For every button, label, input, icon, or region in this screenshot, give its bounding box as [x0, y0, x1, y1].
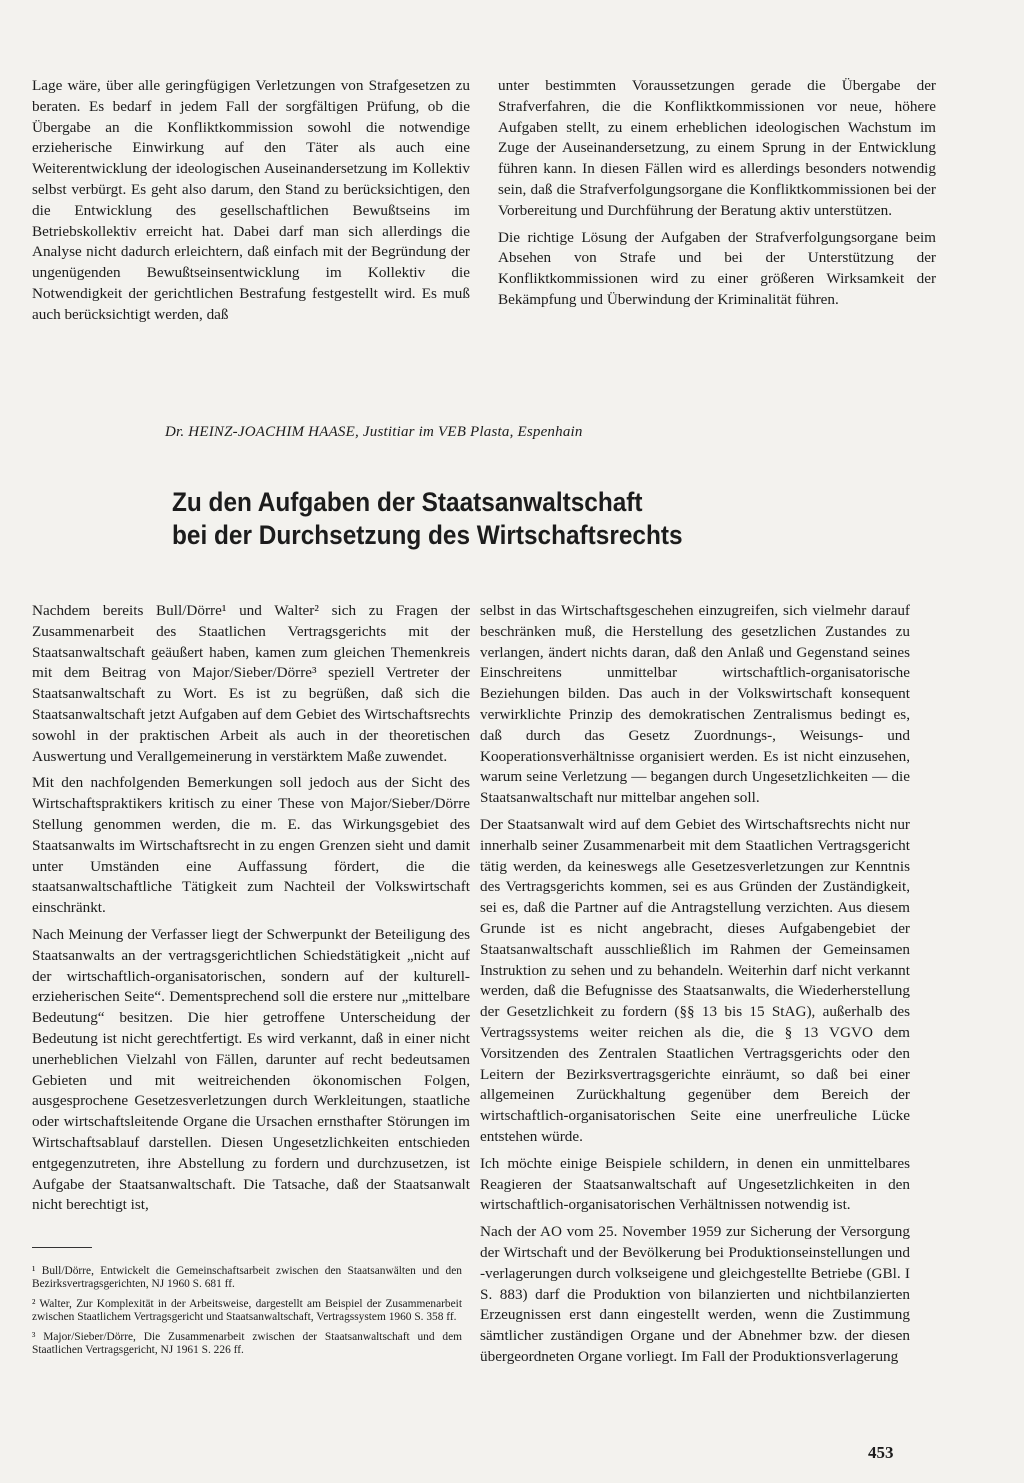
page-number: 453 [868, 1443, 894, 1462]
top-left-column [32, 76, 470, 332]
article-title-line-1: Zu den Aufgaben der Staatsanwaltschaft [172, 487, 643, 517]
footnotes [32, 1265, 462, 1363]
article-paragraph: Der Staatsanwalt wird auf dem Gebiet des Wirtschaftsrechts nicht nur innerhalb seiner Zusammenarbeit mit dem Staatlichen Vertragsgericht tätig werden, da keineswegs alle Gesetzesverletzungen zur Kenntnis des Vertragsgerichts kommen, sei es aus Gründen der Zuständigkeit, sei es, daß die Partner auf die Antragstellung verzichten. Aus diesem Grunde ist es nicht angebracht, dieses Aufgabengebiet der Staatsanwaltschaft ausschließlich im Rahmen der Gemeinsamen Instruktion zu sehen und zu behandeln. Weiterhin darf nicht verkannt werden, daß die Befugnisse des Staatsanwalts, die Wiederherstellung der Gesetzlichkeit zu fordern (§§ 13 bis 15 StAG), außerhalb des Vertragssystems weiter reichen als die, die § 13 VGVO dem Vorsitzenden des Zentralen Staatlichen Vertragsgerichts oder den Leitern der Bezirksvertragsgerichte einräumt, so daß bei einer allgemeinen Zurückhaltung gegenüber dem Bereich der wirtschaftlich-organisatorischen Seite eine unerfreuliche Lücke entstehen würde. [480, 815, 910, 1145]
top-right-column [498, 76, 936, 317]
author-byline: Dr. HEINZ-JOACHIM HAASE, Justitiar im VEB Plasta, Espenhain [165, 424, 583, 440]
article-paragraph: selbst in das Wirtschaftsgeschehen einzugreifen, sich vielmehr darauf beschränken muß, die Herstellung des gesetzlichen Zustandes zu verlangen, ändert nichts daran, daß den Anlaß und Gegenstand seines Einschreitens unmittelbar wirtschaftlich-organisatorische Beziehungen bilden. Das auch in der Volkswirtschaft konsequent verwirklichte Prinzip des demokratischen Zentralismus bedingt es, daß durch das Gesetz Zuordnungs-, Weisungs- und Kooperationsverhältnisse organisiert werden. Es ist nicht einzusehen, warum seine Verletzung — begangen durch Ungesetzlichkeiten — die Staatsanwaltschaft nur mittelbar angehen soll. [480, 602, 910, 807]
footnote-3: ³ Major/Sieber/Dörre, Die Zusammenarbeit zwischen der Staatsanwaltschaft und dem Staatlichen Vertragsgericht, NJ 1961 S. 226 ff. [32, 1330, 462, 1357]
article-paragraph: Nach der AO vom 25. November 1959 zur Sicherung der Versorgung der Wirtschaft und der Bevölkerung bei Produktionseinstellungen und -verlagerungen durch volkseigene und gleichgestellte Betriebe (GBl. I S. 883) darf die Produktion von bilanzierten und nichtbilanzierten Erzeugnissen erst dann eingestellt werden, wenn die Zustimmung sämtlicher zuständigen Organe und der Abnehmer bzw. der diesen übergeordneten Organe vorliegt. Im Fall der Produktionsverlagerung [480, 1223, 910, 1365]
footnote-1: ¹ Bull/Dörre, Entwickelt die Gemeinschaftsarbeit zwischen den Staatsanwälten und den Bezirksvertragsgerichten, NJ 1960 S. 681 ff. [32, 1265, 462, 1291]
top-right-paragraph-1: unter bestimmten Voraussetzungen gerade die Übergabe der Strafverfahren, die die Konfliktkommissionen vor neue, höhere Aufgaben stellt, zu einem erheblichen ideologischen Wachstum im Zuge der Auseinandersetzung, zu einem Sprung in der Entwicklung führen kann. In diesen Fällen wird es allerdings besonders notwendig sein, daß die Strafverfolgungsorgane die Konfliktkommissionen bei der Vorbereitung und Durchführung der Beratung aktiv unterstützen. [498, 77, 936, 219]
top-left-paragraph-1: Lage wäre, über alle geringfügigen Verletzungen von Strafgesetzen zu beraten. Es bedarf in jedem Fall der sorgfältigen Prüfung, ob die Übergabe an die Konfliktkommission sowohl die notwendige erzieherische Einwirkung auf den Täter als auch eine Weiterentwicklung der ideologischen Auseinandersetzung im Kollektiv selbst verbürgt. Es geht also darum, den Stand zu berücksichtigen, den die Entwicklung des gesellschaftlichen Bewußtseins im Betriebskollektiv erreicht hat. Dabei darf man sich allerdings die Analyse nicht dadurch erleichtern, daß einfach mit der Begründung der ungenügenden Bewußtseinsentwicklung im Kollektiv die Notwendigkeit der gerichtlichen Bestrafung festgestellt wird. Es muß auch berücksichtigt werden, daß [32, 77, 470, 323]
article-left-column [32, 601, 470, 1222]
article-paragraph: Nachdem bereits Bull/Dörre¹ und Walter² sich zu Fragen der Zusammenarbeit des Staatlichen Vertragsgerichts mit der Staatsanwaltschaft geäußert haben, kamen zum gleichen Themenkreis mit dem Beitrag von Major/Sieber/Dörre³ speziell Vertreter der Staatsanwaltschaft zu Wort. Es ist zu begrüßen, daß sich die Staatsanwaltschaft jetzt Aufgaben auf dem Gebiet des Wirtschaftsrechts sowohl in der praktischen Arbeit als auch in der theoretischen Auswertung und Verallgemeinerung in verstärktem Maße zuwendet. [32, 602, 470, 765]
article-paragraph: Nach Meinung der Verfasser liegt der Schwerpunkt der Beteiligung des Staatsanwalts an der vertragsgerichtlichen Schiedstätigkeit „nicht auf der wirtschaftlich-organisatorischen, sondern auf der kulturell-erzieherischen Seite“. Dementsprechend soll die erstere nur „mittelbare Bedeutung“ besitzen. Die hier getroffene Unterscheidung der Bedeutung ist nicht gerechtfertigt. Es wird verkannt, daß in einer nicht unerheblichen Vielzahl von Fällen, darunter auf recht bedeutsamen Gebieten und mit weitreichenden ökonomischen Folgen, ausgesprochene Gesetzesverletzungen durch Werkleitungen, staatliche oder wirtschaftsleitende Organe die Ursachen ernsthafter Störungen im Wirtschaftsablauf darstellen. Diesen Ungesetzlichkeiten entschieden entgegenzutreten, ihre Abstellung zu fordern und durchzusetzen, ist Aufgabe der Staatsanwaltschaft. Die Tatsache, daß der Staatsanwalt nicht berechtigt ist, [32, 925, 470, 1214]
footnote-2: ² Walter, Zur Komplexität in der Arbeitsweise, dargestellt am Beispiel der Zusammenarbeit zwischen Staatlichem Vertragsgericht und Staatsanwaltschaft, Vertragssystem 1960 S. 358 ff. [32, 1297, 462, 1324]
footnote-divider [32, 1247, 92, 1248]
article-paragraph: Ich möchte einige Beispiele schildern, in denen ein unmittelbares Reagieren der Staatsanwaltschaft auf Ungesetzlichkeiten in den wirtschaftlich-organisatorischen Verhältnissen notwendig ist. [480, 1154, 910, 1214]
top-right-paragraph-2: Die richtige Lösung der Aufgaben der Strafverfolgungsorgane beim Absehen von Strafe und bei der Unterstützung der Konfliktkommissionen wird zu einer größeren Wirksamkeit der Bekämpfung und Überwindung der Kriminalität führen. [498, 228, 936, 308]
article-title [172, 486, 816, 552]
article-right-column [480, 601, 910, 1374]
article-paragraph: Mit den nachfolgenden Bemerkungen soll jedoch aus der Sicht des Wirtschaftspraktikers kritisch zu einer These von Major/Sieber/Dörre Stellung genommen werden, die m. E. das Wirkungsgebiet des Staatsanwalts im Wirtschaftsrecht in zu engen Grenzen sieht und damit unter Umständen eine Auffassung fördert, die die staatsanwaltschaftliche Tätigkeit zum Nachteil der Volkswirtschaft einschränkt. [32, 774, 470, 917]
article-title-line-2: bei der Durchsetzung des Wirtschaftsrechts [172, 520, 683, 550]
